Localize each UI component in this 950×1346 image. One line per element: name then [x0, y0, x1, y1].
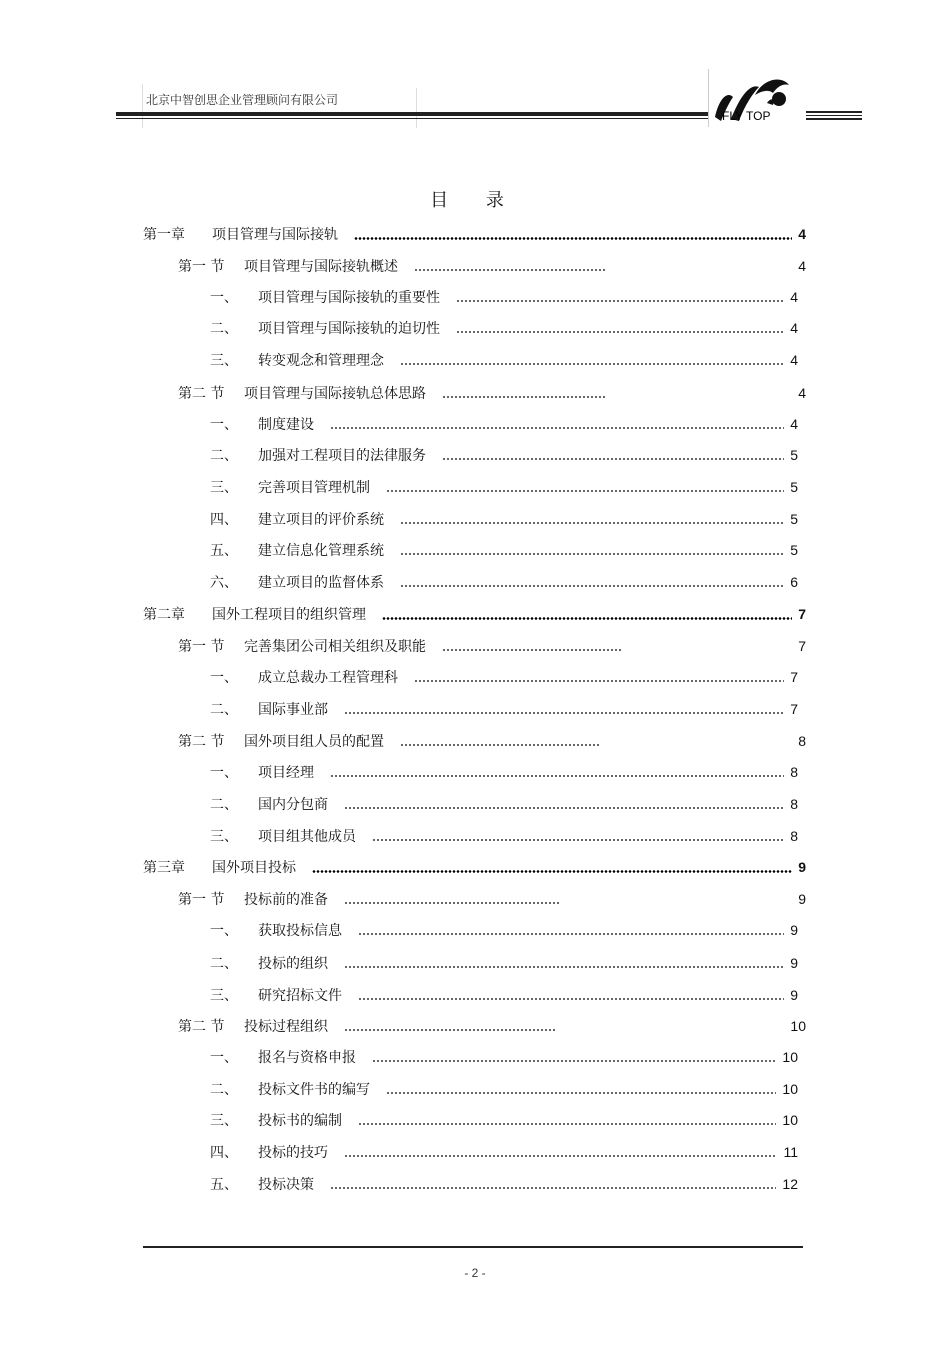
toc-entry-label: 项目管理与国际接轨概述	[244, 259, 398, 275]
toc-entry-number: 二、	[210, 797, 238, 813]
toc-entry[interactable]	[210, 667, 798, 687]
toc-entry-number: 第三章	[143, 860, 185, 876]
toc-dot-leader	[344, 1029, 556, 1031]
toc-entry[interactable]	[210, 1079, 798, 1099]
toc-entry-page: 9	[790, 922, 798, 938]
toc-entry-page: 8	[798, 733, 806, 749]
toc-dot-leader	[400, 553, 784, 555]
toc-entry[interactable]	[210, 572, 798, 592]
toc-dot-leader	[382, 617, 792, 620]
toc-entry[interactable]	[210, 1142, 798, 1162]
toc-entry-page: 5	[790, 511, 798, 527]
toc-dot-leader	[358, 998, 784, 1000]
toc-entry-label: 获取投标信息	[258, 923, 342, 939]
toc-entry-number: 二、	[210, 448, 238, 464]
toc-dot-leader	[414, 269, 606, 271]
toc-entry-number: 第一 节	[178, 259, 225, 275]
logo-text: FLY TOP	[722, 109, 771, 123]
toc-entry-page: 8	[790, 828, 798, 844]
toc-dot-leader	[386, 1092, 776, 1094]
toc-entry-number: 三、	[210, 1113, 238, 1129]
toc-entry[interactable]	[210, 318, 798, 338]
toc-entry[interactable]	[178, 636, 806, 656]
toc-entry[interactable]	[210, 540, 798, 560]
toc-entry-number: 一、	[210, 923, 238, 939]
toc-entry-page: 4	[798, 226, 806, 242]
toc-dot-leader	[386, 490, 784, 492]
toc-entry-page: 12	[782, 1176, 798, 1192]
toc-entry-page: 4	[790, 320, 798, 336]
toc-entry[interactable]	[210, 350, 798, 370]
toc-dot-leader	[344, 712, 784, 714]
footer-rule	[143, 1246, 803, 1248]
toc-entry-number: 二、	[210, 1082, 238, 1098]
toc-entry-number: 一、	[210, 670, 238, 686]
toc-entry-page: 4	[790, 289, 798, 305]
toc-entry-page: 9	[790, 955, 798, 971]
toc-entry-label: 建立项目的评价系统	[258, 512, 384, 528]
toc-entry-label: 国际事业部	[258, 702, 328, 718]
toc-entry[interactable]	[210, 414, 798, 434]
toc-dot-leader	[372, 1060, 776, 1062]
toc-entry-label: 项目管理与国际接轨的迫切性	[258, 321, 440, 337]
toc-entry-number: 第二 节	[178, 386, 225, 402]
toc-entry-number: 三、	[210, 988, 238, 1004]
logo-rule	[806, 111, 862, 113]
toc-entry[interactable]	[210, 1047, 798, 1067]
toc-dot-leader	[344, 902, 560, 904]
toc-entry-label: 报名与资格申报	[258, 1050, 356, 1066]
toc-entry-page: 9	[798, 891, 806, 907]
toc-entry[interactable]	[210, 509, 798, 529]
toc-entry-number: 二、	[210, 956, 238, 972]
toc-dot-leader	[330, 427, 784, 429]
toc-dot-leader	[442, 458, 784, 460]
toc-entry-label: 建立信息化管理系统	[258, 543, 384, 559]
toc-entry-number: 二、	[210, 702, 238, 718]
toc-dot-leader	[354, 237, 792, 240]
toc-entry[interactable]	[143, 224, 806, 244]
toc-entry-number: 第二 节	[178, 734, 225, 750]
toc-entry-label: 投标书的编制	[258, 1113, 342, 1129]
toc-entry[interactable]	[178, 1016, 806, 1036]
toc-entry[interactable]	[178, 256, 806, 276]
toc-entry-label: 投标的组织	[258, 956, 328, 972]
toc-entry-label: 国外项目组人员的配置	[244, 734, 384, 750]
toc-entry-number: 第一 节	[178, 639, 225, 655]
toc-entry-number: 一、	[210, 290, 238, 306]
toc-entry-label: 完善项目管理机制	[258, 480, 370, 496]
toc-entry[interactable]	[210, 794, 798, 814]
logo-rule	[806, 115, 862, 116]
toc-dot-leader	[344, 807, 784, 809]
toc-entry-page: 11	[783, 1144, 798, 1160]
toc-entry[interactable]	[210, 699, 798, 719]
toc-dot-leader	[344, 1155, 776, 1157]
toc-dot-leader	[400, 585, 784, 587]
toc-entry-page: 10	[782, 1049, 798, 1065]
toc-entry-number: 四、	[210, 1145, 238, 1161]
toc-entry-label: 建立项目的监督体系	[258, 575, 384, 591]
toc-dot-leader	[456, 331, 784, 333]
toc-entry-number: 一、	[210, 1050, 238, 1066]
toc-dot-leader	[442, 396, 606, 398]
toc-entry-label: 国外项目投标	[212, 860, 296, 876]
toc-entry[interactable]	[143, 604, 806, 624]
toc-entry-number: 第一 节	[178, 892, 225, 908]
toc-entry-number: 二、	[210, 321, 238, 337]
toc-entry[interactable]	[210, 826, 798, 846]
toc-entry-page: 8	[790, 764, 798, 780]
toc-entry-page: 4	[798, 258, 806, 274]
toc-dot-leader	[400, 744, 600, 746]
toc-entry-number: 六、	[210, 575, 238, 591]
toc-entry-page: 7	[798, 638, 806, 654]
toc-dot-leader	[358, 933, 784, 935]
toc-title: 目 录	[430, 190, 520, 211]
toc-entry-page: 7	[790, 701, 798, 717]
toc-entry-label: 加强对工程项目的法律服务	[258, 448, 426, 464]
toc-entry-number: 四、	[210, 512, 238, 528]
toc-entry[interactable]	[210, 762, 798, 782]
toc-entry-page: 7	[790, 669, 798, 685]
header-company-name: 北京中智创思企业管理顾问有限公司	[146, 93, 339, 107]
toc-entry[interactable]	[210, 920, 798, 940]
toc-entry[interactable]	[210, 985, 798, 1005]
page-number: - 2 -	[464, 1266, 486, 1280]
toc-entry[interactable]	[178, 889, 806, 909]
toc-entry[interactable]	[210, 287, 798, 307]
toc-entry-label: 转变观念和管理理念	[258, 353, 384, 369]
toc-entry-label: 国内分包商	[258, 797, 328, 813]
toc-entry-number: 一、	[210, 765, 238, 781]
toc-entry-page: 5	[790, 479, 798, 495]
toc-entry[interactable]	[143, 857, 806, 877]
toc-entry-label: 国外工程项目的组织管理	[212, 607, 366, 623]
toc-entry-page: 10	[782, 1081, 798, 1097]
toc-entry-number: 第二章	[143, 607, 185, 623]
toc-entry-label: 项目经理	[258, 765, 314, 781]
toc-dot-leader	[372, 839, 784, 841]
toc-entry-label: 完善集团公司相关组织及职能	[244, 639, 426, 655]
toc-entry-label: 投标文件书的编写	[258, 1082, 370, 1098]
toc-dot-leader	[456, 300, 784, 302]
toc-entry-label: 投标过程组织	[244, 1019, 328, 1035]
toc-entry-page: 9	[798, 859, 806, 875]
toc-entry-number: 三、	[210, 353, 238, 369]
toc-entry-number: 三、	[210, 480, 238, 496]
toc-dot-leader	[400, 363, 784, 365]
header-divider-mid	[416, 88, 417, 128]
toc-entry-number: 第一章	[143, 227, 185, 243]
toc-dot-leader	[312, 870, 792, 873]
toc-entry[interactable]	[210, 1174, 798, 1194]
toc-dot-leader	[358, 1123, 776, 1125]
toc-entry-page: 8	[790, 796, 798, 812]
toc-entry-number: 三、	[210, 829, 238, 845]
toc-entry-page: 9	[790, 987, 798, 1003]
toc-dot-leader	[442, 649, 622, 651]
toc-entry-page: 7	[798, 606, 806, 622]
toc-entry-label: 制度建设	[258, 417, 314, 433]
toc-entry[interactable]	[210, 445, 798, 465]
toc-entry-page: 4	[790, 416, 798, 432]
logo-rule	[806, 118, 862, 120]
toc-dot-leader	[344, 966, 784, 968]
toc-dot-leader	[400, 522, 784, 524]
toc-entry-label: 投标的技巧	[258, 1145, 328, 1161]
toc-dot-leader	[330, 1187, 776, 1189]
toc-entry-page: 10	[782, 1112, 798, 1128]
toc-entry-label: 投标前的准备	[244, 892, 328, 908]
toc-entry-label: 研究招标文件	[258, 988, 342, 1004]
toc-entry[interactable]	[210, 477, 798, 497]
toc-entry[interactable]	[210, 1110, 798, 1130]
toc-entry-number: 一、	[210, 417, 238, 433]
toc-dot-leader	[330, 775, 784, 777]
toc-entry-page: 5	[790, 447, 798, 463]
toc-entry-label: 投标决策	[258, 1177, 314, 1193]
toc-entry-page: 6	[790, 574, 798, 590]
toc-entry-page: 4	[790, 352, 798, 368]
toc-entry-number: 第二 节	[178, 1019, 225, 1035]
toc-entry-page: 10	[790, 1018, 806, 1034]
header-divider-left	[142, 84, 143, 128]
toc-dot-leader	[414, 680, 784, 682]
toc-entry[interactable]	[178, 731, 806, 751]
toc-entry-page: 5	[790, 542, 798, 558]
toc-entry-number: 五、	[210, 1177, 238, 1193]
header-rule	[116, 112, 708, 116]
toc-entry-label: 成立总裁办工程管理科	[258, 670, 398, 686]
toc-entry-number: 五、	[210, 543, 238, 559]
toc-entry-label: 项目组其他成员	[258, 829, 356, 845]
toc-entry-label: 项目管理与国际接轨	[212, 227, 338, 243]
header-rule-thin	[116, 118, 708, 119]
toc-entry[interactable]	[178, 383, 806, 403]
toc-entry[interactable]	[210, 953, 798, 973]
toc-entry-page: 4	[798, 385, 806, 401]
toc-entry-label: 项目管理与国际接轨的重要性	[258, 290, 440, 306]
toc-entry-label: 项目管理与国际接轨总体思路	[244, 386, 426, 402]
